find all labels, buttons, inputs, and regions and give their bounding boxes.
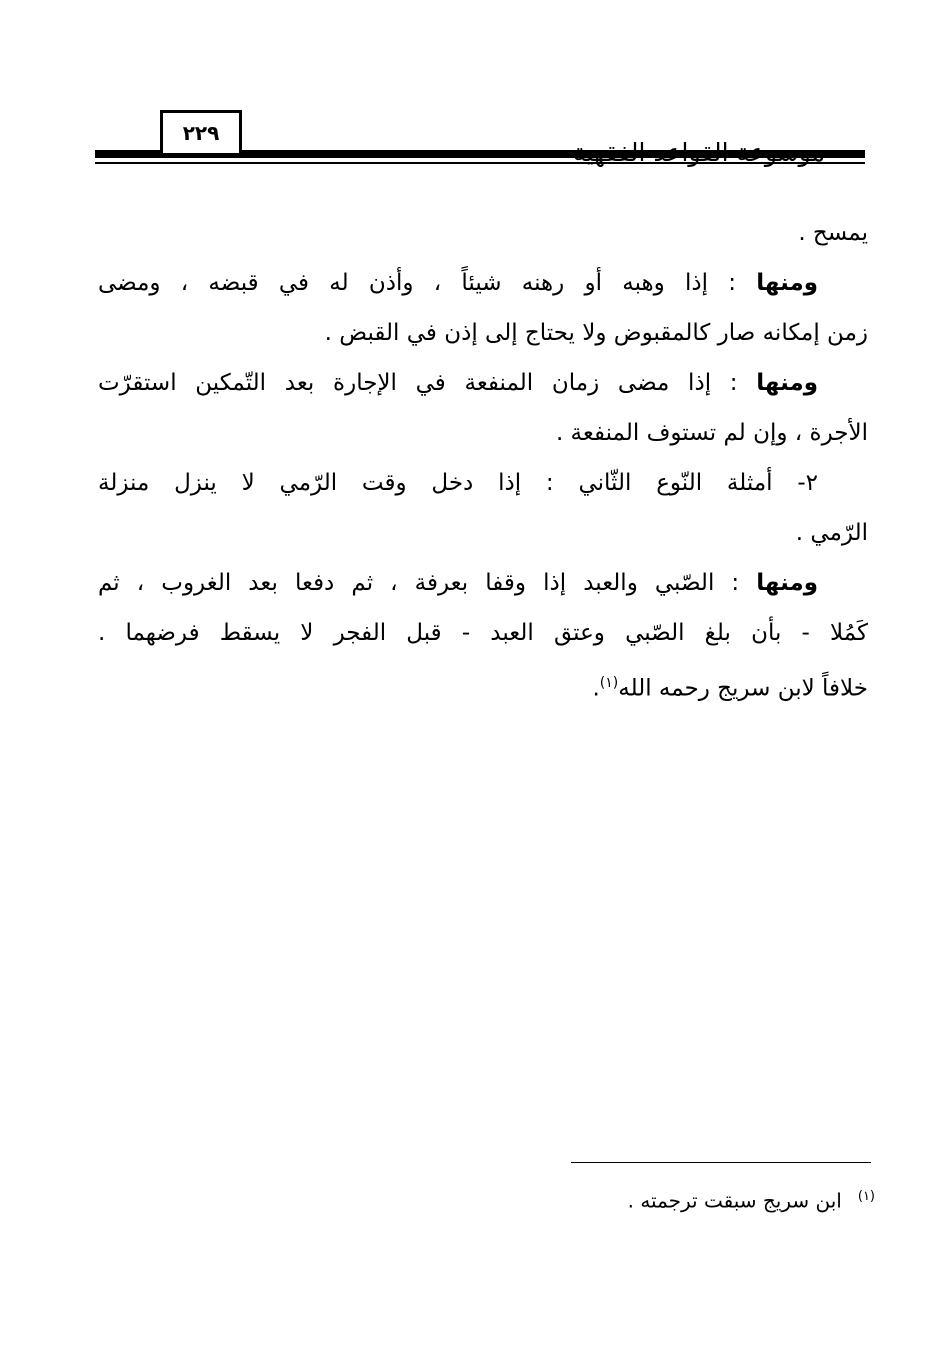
text-line [98,658,868,708]
text-line-5: الأجرة ، وإن لم تستوف المنفعة . [555,420,868,446]
text-line [98,558,868,608]
main-text [98,208,868,708]
text-line [98,258,868,308]
text-line [98,208,868,258]
text-line-8: : الصّبي والعبد إذا وقفا بعرفة ، ثم دفعا بعد الغروب ، ثم [98,570,740,596]
text-line [98,308,868,358]
text-line-2: : إذا وهبه أو رهنه شيئاً ، وأذن له في قبضه ، ومضى [98,270,737,296]
text-line-7: الرّمي . [795,520,868,546]
lead-word: ومنها [756,270,819,296]
footnote [628,1182,875,1216]
text-line [98,508,868,558]
text-line [98,358,868,408]
text-line [98,458,868,508]
text-line-4: : إذا مضى زمان المنفعة في الإجارة بعد التّمكين استقرّت [98,370,738,396]
footnote-marker: (١) [857,1189,875,1204]
footnote-reference[interactable]: (١) [599,675,619,691]
text-line-3: زمن إمكانه صار كالمقبوض ولا يحتاج إلى إذن في القبض . [324,320,868,346]
text-line-10: خلافاً لابن سريج رحمه الله [618,675,868,702]
header-rule-thin [95,162,865,164]
page-number: ٢٢٩ [160,110,242,156]
page-header [95,108,865,168]
lead-word: ومنها [756,370,818,396]
text-line [98,408,868,458]
lead-word: ومنها [756,570,819,596]
text-line [98,608,868,658]
footnote-separator [571,1162,871,1163]
text-line-9: كَمُلا - بأن بلغ الصّبي وعتق العبد - قبل الفجر لا يسقط فرضهما . [98,620,868,646]
text-line-6: ٢- أمثلة النّوع الثّاني : إذا دخل وقت الرّمي لا ينزل منزلة [98,470,818,496]
text-line-1: يمسح . [798,220,868,246]
footnote-text: ابن سريج سبقت ترجمته . [627,1188,842,1213]
line-end-period: . [592,675,600,702]
